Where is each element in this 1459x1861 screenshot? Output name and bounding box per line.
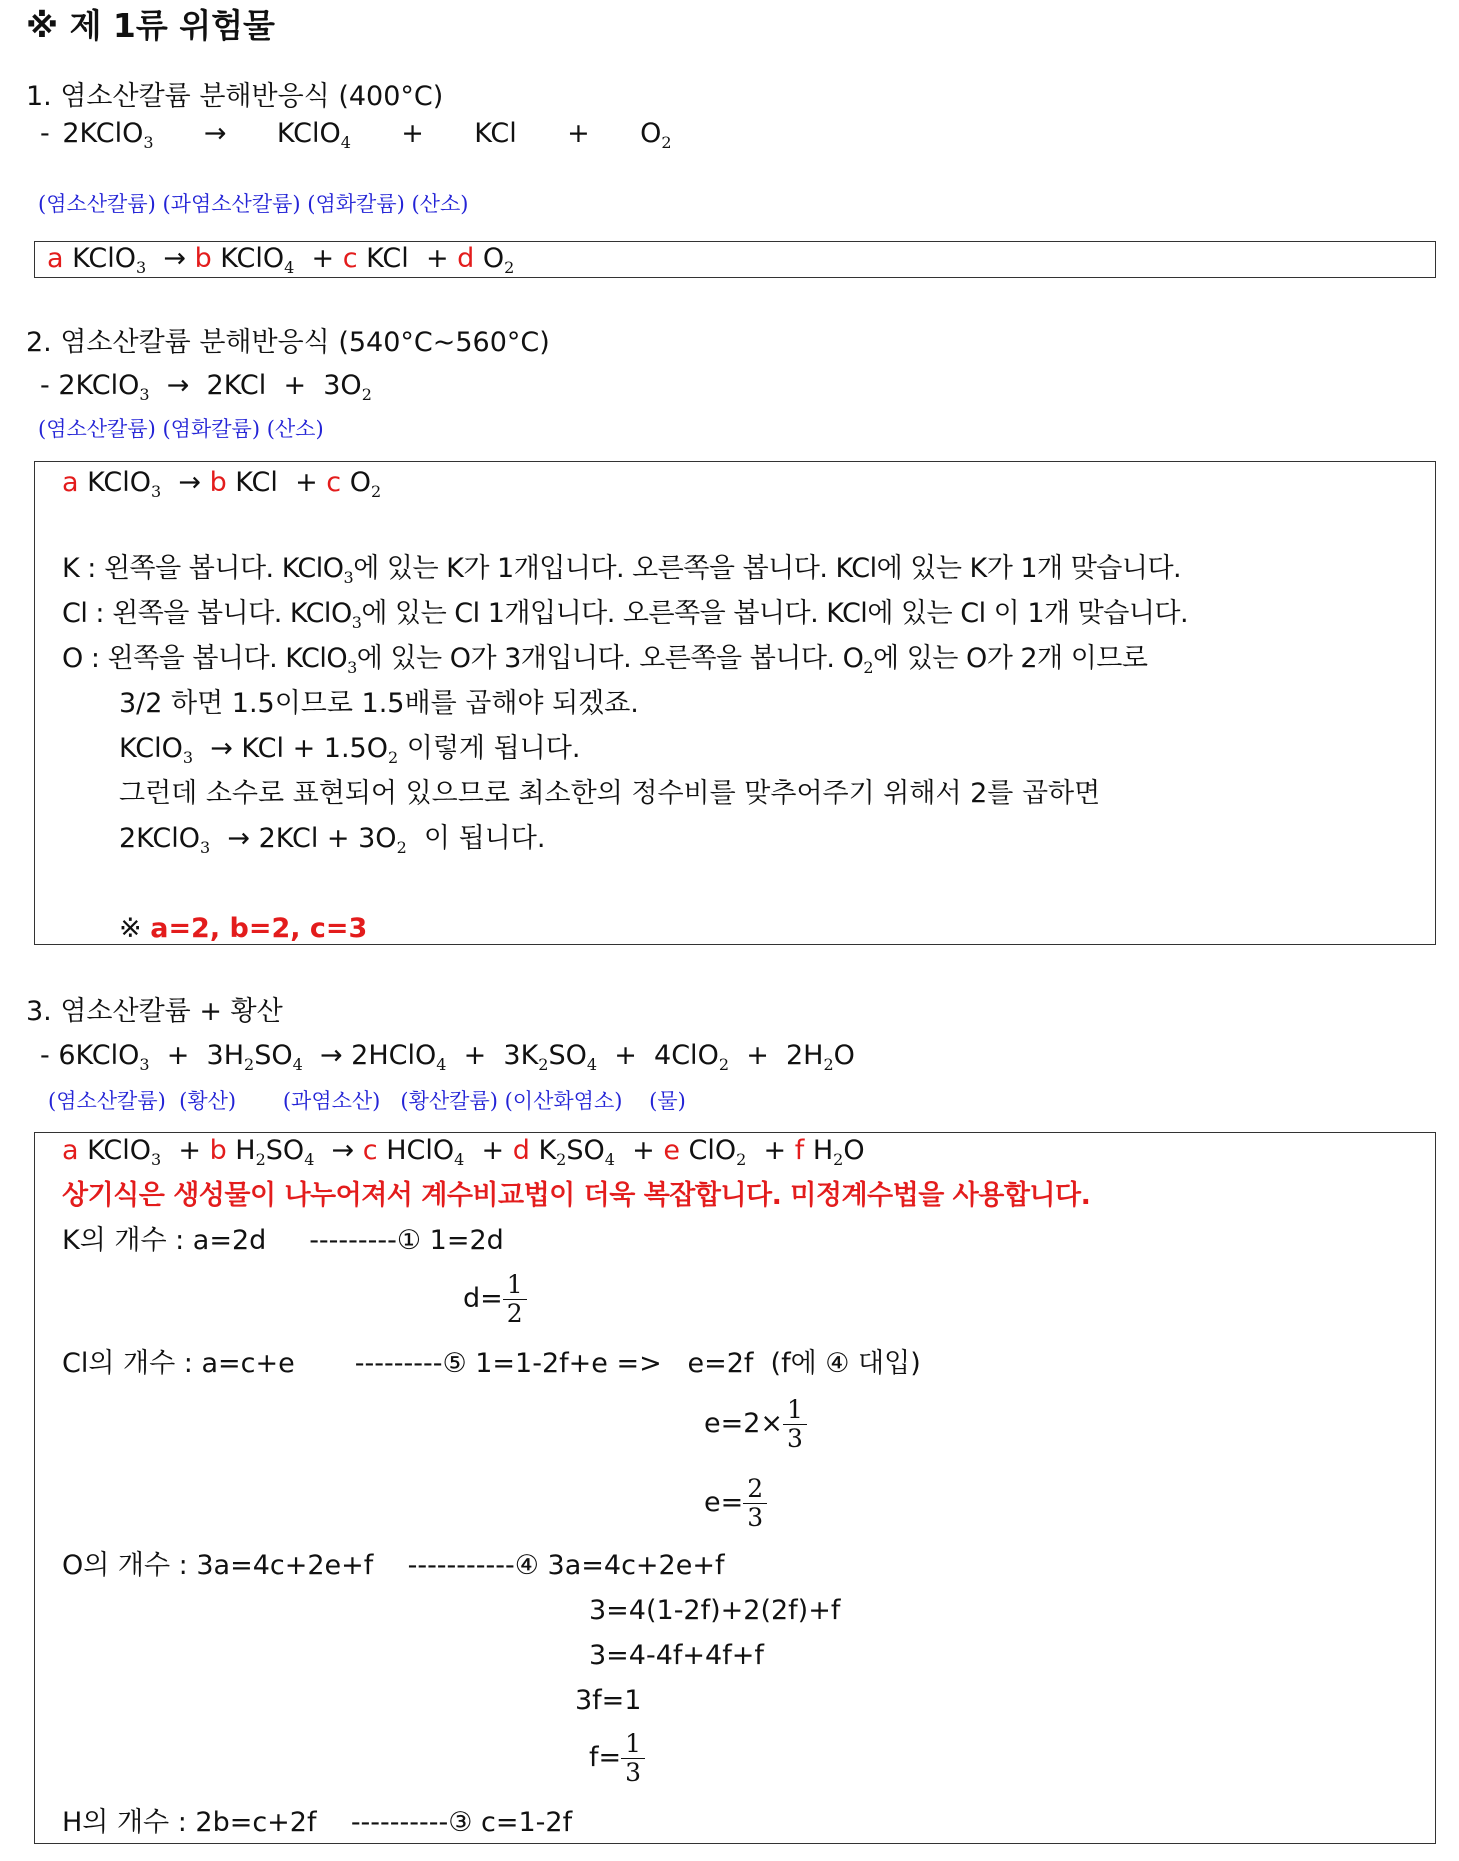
- section-3-box-equation: a KClO$_3$ + b $H_2SO_4 \to c$ HClO$_4$ + d $K_2SO_4 + e$ ClO$_2$ + f $H_2O$: [62, 1135, 865, 1169]
- o-step-1: 3=4(1-2f)+2(2f)+f: [589, 1595, 841, 1626]
- o-explanation-line-4: 그런데 소수로 표현되어 있으므로 최소한의 정수비를 맞추어주기 위해서 2를 곱하면: [119, 778, 1101, 809]
- o-explanation-line-2: 3/2 하면 1.5이므로 1.5배를 곱해야 되겠죠.: [119, 688, 639, 719]
- e-step-1: e=2× $\frac{1}{3}$: [704, 1396, 807, 1453]
- section-3-labels: (염소산칼륨) (황산) (과염소산) (황산칼륨) (이산화염소) (물): [48, 1089, 686, 1113]
- o-explanation-line-5: 2KClO$_3$ → $2KCl + 3O_2$ 이 됩니다.: [119, 823, 546, 857]
- fraction-f-one-third: $\frac{1}{3}$: [621, 1730, 645, 1787]
- section-2-answer: ※ a=2, b=2, c=3: [119, 913, 368, 944]
- k-count: K의 개수 : a=2d ---------① 1=2d: [62, 1225, 504, 1256]
- section-1-labels: (염소산칼륨) (과염소산칼륨) (염화칼륨) (산소): [38, 192, 469, 216]
- k-explanation: K : 왼쪽을 봅니다. KClO$_3$에 있는 K가 1개입니다. 오른쪽을 봅니다. KCl에 있는 K가 1개 맞습니다.: [62, 553, 1182, 587]
- section-1-box: [34, 241, 1436, 278]
- section-2-box: [34, 461, 1436, 945]
- section-3-box: [34, 1132, 1436, 1844]
- section-1-equation: - 2KClO$_3$ → KClO$_4$ + KCl + $O_2$: [40, 118, 672, 152]
- cl-count: Cl의 개수 : a=c+e ---------⑤ 1=1-2f+e => e=2f (f에 ④ 대입): [62, 1348, 921, 1379]
- fraction-one-half: $\frac{1}{2}$: [503, 1271, 527, 1328]
- o-step-3: 3f=1: [575, 1685, 642, 1716]
- o-explanation-line-3: KClO$_3$ → KCl + $1.5O_2$ 이렇게 됩니다.: [119, 733, 581, 767]
- o-count: O의 개수 : 3a=4c+2e+f -----------④ 3a=4c+2e+f: [62, 1550, 725, 1581]
- section-1-heading: 1. 염소산칼륨 분해반응식 (400°C): [26, 81, 444, 112]
- fraction-one-third: $\frac{1}{3}$: [783, 1396, 807, 1453]
- section-3-heading: 3. 염소산칼륨 + 황산: [26, 996, 283, 1027]
- section-2-equation: - 2KClO$_3$ → $2KCl + 3O_2$: [40, 370, 372, 404]
- h-count: H의 개수 : 2b=c+2f ----------③ c=1-2f: [62, 1807, 573, 1838]
- section-2-heading: 2. 염소산칼륨 분해반응식 (540°C~560°C): [26, 327, 550, 358]
- method-warning: 상기식은 생성물이 나누어져서 계수비교법이 더욱 복잡합니다. 미정계수법을 사용합니다.: [62, 1180, 1091, 1211]
- section-3-equation: - 6KClO$_3$ + $3H_2SO_4$ → 2HClO$_4$ + $3K_2SO_4 + 4ClO_2 + 2H_2O$: [40, 1040, 855, 1074]
- e-step-2: e= $\frac{2}{3}$: [704, 1475, 767, 1532]
- section-2-box-equation: a KClO$_3$ → b KCl + c $O_2$: [62, 467, 382, 501]
- o-explanation: O : 왼쪽을 봅니다. KClO$_3$에 있는 O가 3개입니다. 오른쪽을 봅니다. $O_2$에 있는 O가 2개 이므로: [62, 643, 1148, 677]
- section-2-labels: (염소산칼륨) (염화칼륨) (산소): [38, 417, 324, 441]
- fraction-two-thirds: $\frac{2}{3}$: [743, 1475, 767, 1532]
- f-result: f= $\frac{1}{3}$: [589, 1730, 645, 1787]
- d-result: d= $\frac{1}{2}$: [463, 1271, 527, 1328]
- cl-explanation: Cl : 왼쪽을 봅니다. KClO$_3$에 있는 Cl 1개입니다. 오른쪽을 봅니다. KCl에 있는 Cl 이 1개 맞습니다.: [62, 598, 1189, 632]
- o-step-2: 3=4-4f+4f+f: [589, 1640, 764, 1671]
- page-title: ※ 제 1류 위험물: [26, 6, 275, 45]
- section-1-box-equation: a KClO$_3$ → b KClO$_4$ + c KCl + d $O_2$: [47, 243, 515, 277]
